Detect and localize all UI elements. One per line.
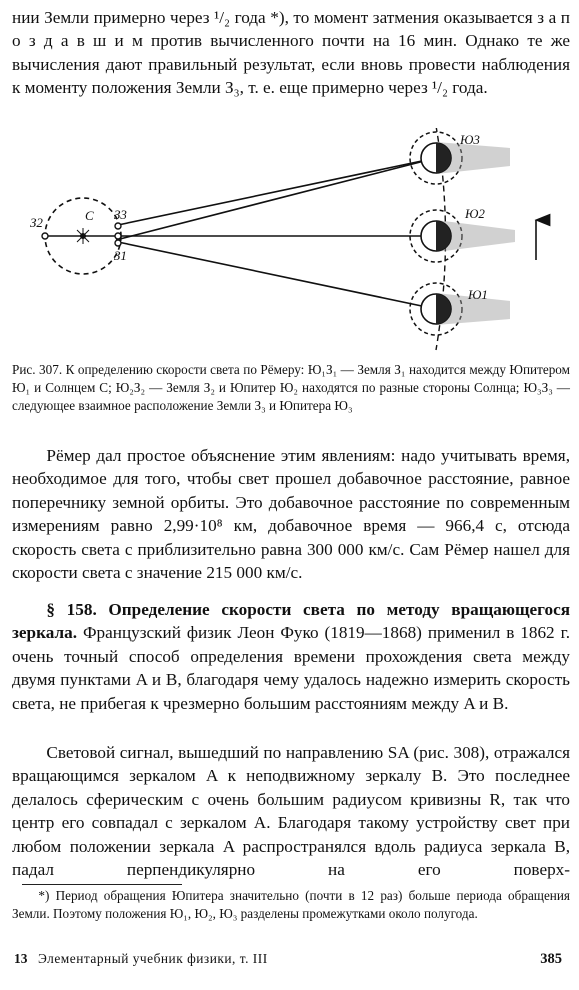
- top-text: нии Земли примерно через ¹/₂ года *), то момент затмения оказывается з а п о з д а в ш и м против вычисленного почти на 16 мин. Однако те же вычисления дают правильный результат, если вновь провести наблюдения к моменту положения Земли З₃, т. е. еще примерно через ¹/₂ года.: [12, 8, 570, 98]
- section-text: Французский физик Леон Фуко (1819—1868) применил в 1862 г. очень точный способ определения времени прохождения света между двумя пунктами A и B, благодаря чему удалось надежно измерить скорость света, не прибегая к чрезмерно большим расстояниям между A и B.: [12, 623, 570, 713]
- section-heading: § 158. Определение скорости света по методу вращающегося зеркала.: [12, 600, 570, 643]
- label-earth3: З3: [114, 207, 127, 222]
- label-earth1: З1: [114, 248, 127, 263]
- label-sun: С: [85, 208, 94, 223]
- earth3-dot: [115, 223, 121, 229]
- ray-earth3-jupiter3: [118, 158, 436, 225]
- earth2-dot: [42, 233, 48, 239]
- label-jupiter1: Ю1: [468, 287, 488, 302]
- book-title: Элементарный учебник физики, т. III: [38, 951, 268, 966]
- footnote: *) Период обращения Юпитера значительно (почти в 12 раз) больше периода обращения Земли. Поэтому положения Ю₁, Ю₂, Ю₃ разделены промежутками около полугода.: [12, 888, 570, 921]
- section-158: [12, 598, 570, 715]
- signature-mark: 13: [14, 951, 28, 966]
- page-number: 385: [540, 951, 562, 967]
- label-jupiter3: Ю3: [460, 132, 480, 147]
- ray-earth1-jupiter3: [116, 158, 436, 240]
- figure-caption: Рис. 307. К определению скорости света по Рёмеру: Ю₁З₁ — Земля З₁ находится между Юпитером Ю₁ и Солнцем С; Ю₂З₂ — Земля З₂ и Юпитер Ю₂ находятся по разные стороны Солнца; Ю₃З₃ — следующее взаимное расположение Земли З₃ и Юпитера Ю₃: [12, 362, 570, 413]
- roemer-figure: [10, 128, 555, 354]
- jupiter1: [410, 283, 510, 335]
- earth-mid-dot: [115, 233, 121, 239]
- jupiter2: [410, 210, 515, 262]
- label-earth2: З2: [30, 215, 43, 230]
- footnote-divider: [22, 884, 182, 885]
- signal-paragraph: Световой сигнал, вышедший по направлению SA (рис. 308), отражался вращающимся зеркалом A к неподвижному зеркалу B. Это последнее делалось сферическим с очень большим радиусом кривизны R, так что центр его совпадал с зеркалом A. Благодаря такому устройству свет при любом положении зеркала A распространялся вдоль радиуса зеркала B, падал перпендикулярно на его поверх-: [12, 743, 570, 880]
- label-jupiter2: Ю2: [465, 206, 485, 221]
- roemer-paragraph: Рёмер дал простое объяснение этим явлениям: надо учитывать время, необходимое для того, чтобы свет прошел добавочное расстояние, равное поперечнику земной орбиты. Это добавочное расстояние по современным измерениям равно 2,99·10⁸ км, добавочное время — 966,4 с, отсюда скорость света c приблизительно равна 300 000 км/с. Сам Рёмер нашел для скорости света c значение 215 000 км/с.: [12, 446, 570, 583]
- earth1-dot: [115, 240, 121, 246]
- ray-earth1-jupiter1: [118, 242, 436, 309]
